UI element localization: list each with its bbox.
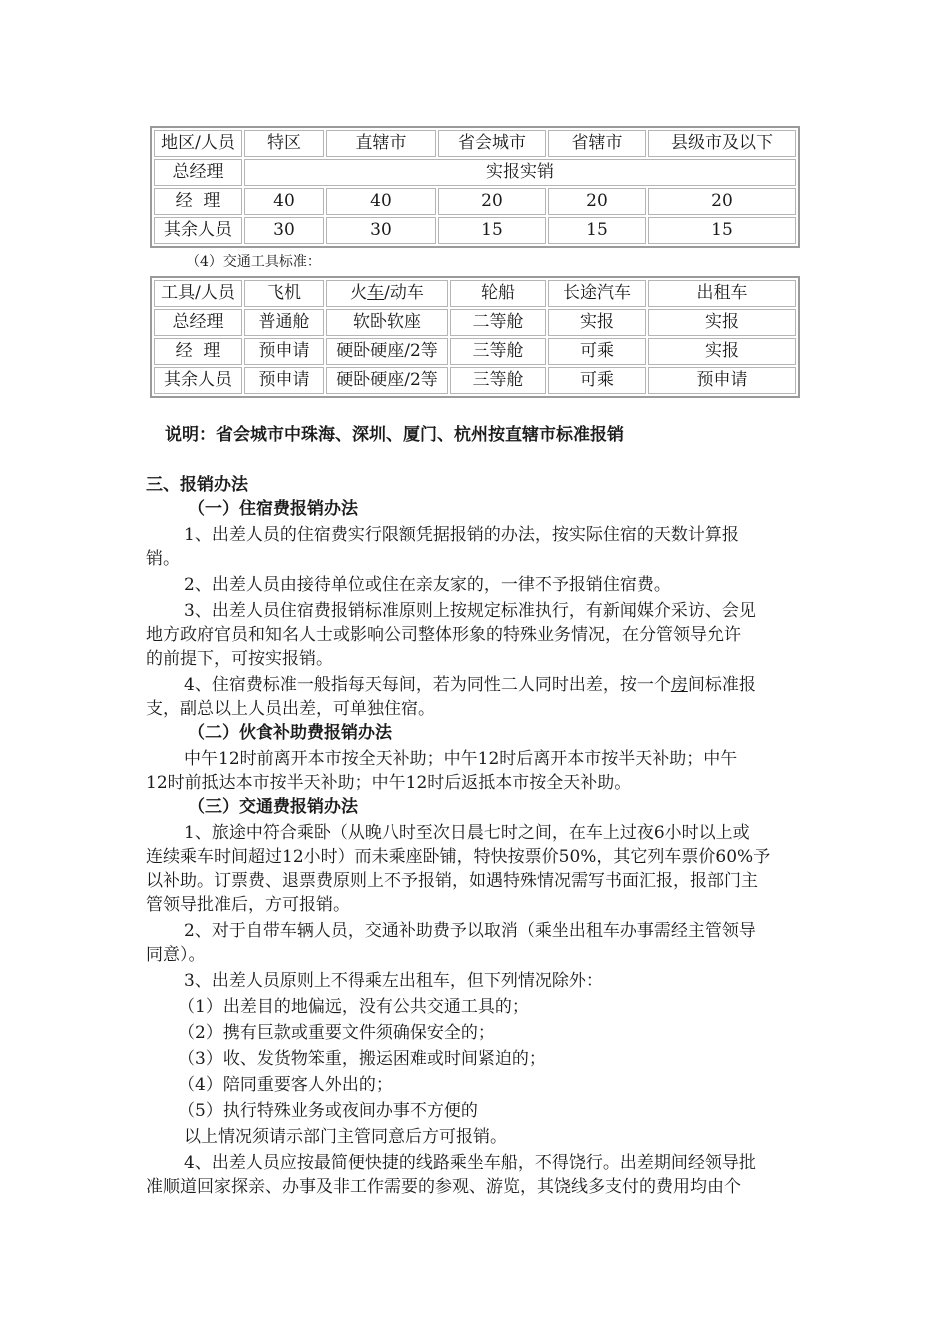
- table-cell: 轮船: [450, 280, 546, 307]
- table-cell: 40: [244, 188, 324, 215]
- cell-text: 经 理: [175, 191, 221, 211]
- text-span: 间标准报: [687, 675, 756, 695]
- paragraph-line: 销。: [146, 549, 180, 569]
- table-cell: 实报: [648, 338, 796, 365]
- paragraph-line: 连续乘车时间超过12小时）而未乘座卧铺，特快按票价50%，其它列车票价60%予: [146, 847, 771, 867]
- paragraph-line: 3、出差人员原则上不得乘左出租车，但下列情况除外：: [184, 971, 603, 991]
- paragraph-line: [184, 673, 806, 697]
- table-header-row: [154, 280, 796, 307]
- table-cell: 实报: [548, 309, 646, 336]
- list-item: （3）收、发货物笨重，搬运困难或时间紧迫的；: [178, 1049, 546, 1069]
- paragraph-line: 1、出差人员的住宿费实行限额凭据报销的办法，按实际住宿的天数计算报: [184, 525, 739, 545]
- table-cell: 特区: [244, 130, 324, 157]
- table-cell: 地区/人员: [154, 130, 242, 157]
- paragraph-line: 以补助。订票费、退票费原则上不予报销，如遇特殊情况需写书面汇报，报部门主: [146, 871, 758, 891]
- table-cell: 15: [548, 217, 646, 244]
- paragraph-line: 同意）。: [146, 945, 206, 965]
- table-cell: 硬卧硬座/2等: [326, 338, 448, 365]
- paragraph-line: 2、对于自带车辆人员，交通补助费予以取消（乘坐出租车办事需经主管领导: [184, 921, 756, 941]
- table-cell: 20: [648, 188, 796, 215]
- list-item: （2）携有巨款或重要文件须确保安全的；: [178, 1023, 495, 1043]
- cell-text-underlined: 车: [367, 283, 385, 303]
- text-span: 4、住宿费标准一般指每天每间，若为同性二人同时出差，按一个: [184, 675, 671, 695]
- paragraph-line: 4、出差人员应按最简便快捷的线路乘坐车船，不得饶行。出差期间经领导批: [184, 1153, 756, 1173]
- table-row: [154, 188, 796, 215]
- paragraph-line: 准顺道回家探亲、办事及非工作需要的参观、游览，其饶线多支付的费用均由个: [146, 1177, 741, 1197]
- table-row: [154, 159, 796, 186]
- table-cell: 出租车: [648, 280, 796, 307]
- note-text: 说明：省会城市中珠海、深圳、厦门、杭州按直辖市标准报销: [165, 425, 624, 445]
- paragraph-line: 2、出差人员由接待单位或住在亲友家的，一律不予报销住宿费。: [184, 575, 671, 595]
- table-cell: 预申请: [244, 338, 324, 365]
- table-cell: 20: [548, 188, 646, 215]
- section-title: 三、报销办法: [146, 475, 248, 495]
- paragraph-line: 地方政府官员和知名人士或影响公司整体形象的特殊业务情况，在分管领导允许: [146, 625, 741, 645]
- table-cell: 实报: [648, 309, 796, 336]
- table-cell: 软卧软座: [326, 309, 448, 336]
- subsection-title: （一）住宿费报销办法: [188, 499, 358, 519]
- table-cell: 15: [438, 217, 546, 244]
- table-cell: 预申请: [244, 367, 324, 394]
- table-cell: 15: [648, 217, 796, 244]
- list-item: （5）执行特殊业务或夜间办事不方便的: [178, 1101, 478, 1121]
- paragraph-line: 管领导批准后，方可报销。: [146, 895, 350, 915]
- table-cell: [326, 280, 448, 307]
- table-cell: 硬卧硬座/2等: [326, 367, 448, 394]
- table-cell: 30: [244, 217, 324, 244]
- table-cell: [154, 338, 242, 365]
- table-header-row: [154, 130, 796, 157]
- paragraph-line: 支，副总以上人员出差，可单独住宿。: [146, 699, 435, 719]
- table-row: [154, 217, 796, 244]
- table-cell: 实报实销: [244, 159, 796, 186]
- subsection-title: （二）伙食补助费报销办法: [188, 723, 392, 743]
- table-row: [154, 367, 796, 394]
- table-cell: 长途汽车: [548, 280, 646, 307]
- table-cell: 其余人员: [154, 367, 242, 394]
- table-cell: 其余人员: [154, 217, 242, 244]
- paragraph-line: 12时前抵达本市按半天补助；中午12时后返抵本市按全天补助。: [146, 773, 632, 793]
- table-cell: 可乘: [548, 338, 646, 365]
- table-cell: 40: [326, 188, 436, 215]
- table-row: [154, 309, 796, 336]
- table-cell: 三等舱: [450, 367, 546, 394]
- paragraph-line: 1、旅途中符合乘卧（从晚八时至次日晨七时之间，在车上过夜6小时以上或: [184, 823, 750, 843]
- table2-title: （4）交通工具标准：: [186, 254, 321, 270]
- table-cell: 二等舱: [450, 309, 546, 336]
- table-cell: 省会城市: [438, 130, 546, 157]
- table-cell: 预申请: [648, 367, 796, 394]
- cell-text: /动车: [384, 283, 424, 303]
- table-cell: 直辖市: [326, 130, 436, 157]
- table-cell: 总经理: [154, 159, 242, 186]
- table-row: [154, 338, 796, 365]
- table-cell: 县级市及以下: [648, 130, 796, 157]
- cell-text: 经 理: [175, 341, 221, 361]
- table-cell: 工具/人员: [154, 280, 242, 307]
- cell-text: 火: [350, 283, 368, 303]
- table-cell: 总经理: [154, 309, 242, 336]
- paragraph-line: 3、出差人员住宿费报销标准原则上按规定标准执行，有新闻媒介采访、会见: [184, 601, 756, 621]
- paragraph-line: 的前提下，可按实报销。: [146, 649, 333, 669]
- list-item: （4）陪同重要客人外出的；: [178, 1075, 393, 1095]
- table-cell: 普通舱: [244, 309, 324, 336]
- list-item: （1）出差目的地偏远，没有公共交通工具的；: [178, 997, 529, 1017]
- table-cell: 可乘: [548, 367, 646, 394]
- transport-standard-table: [150, 276, 800, 398]
- table-cell: [154, 188, 242, 215]
- table-cell: 三等舱: [450, 338, 546, 365]
- paragraph-line: 中午12时前离开本市按全天补助；中午12时后离开本市按半天补助；中午: [184, 749, 738, 769]
- underlined-text: 房: [670, 675, 688, 695]
- table-cell: 飞机: [244, 280, 324, 307]
- table-cell: 30: [326, 217, 436, 244]
- lodging-standard-table: [150, 126, 800, 248]
- paragraph-line: 以上情况须请示部门主管同意后方可报销。: [184, 1127, 507, 1147]
- subsection-title: （三）交通费报销办法: [188, 797, 358, 817]
- table-cell: 20: [438, 188, 546, 215]
- table-cell: 省辖市: [548, 130, 646, 157]
